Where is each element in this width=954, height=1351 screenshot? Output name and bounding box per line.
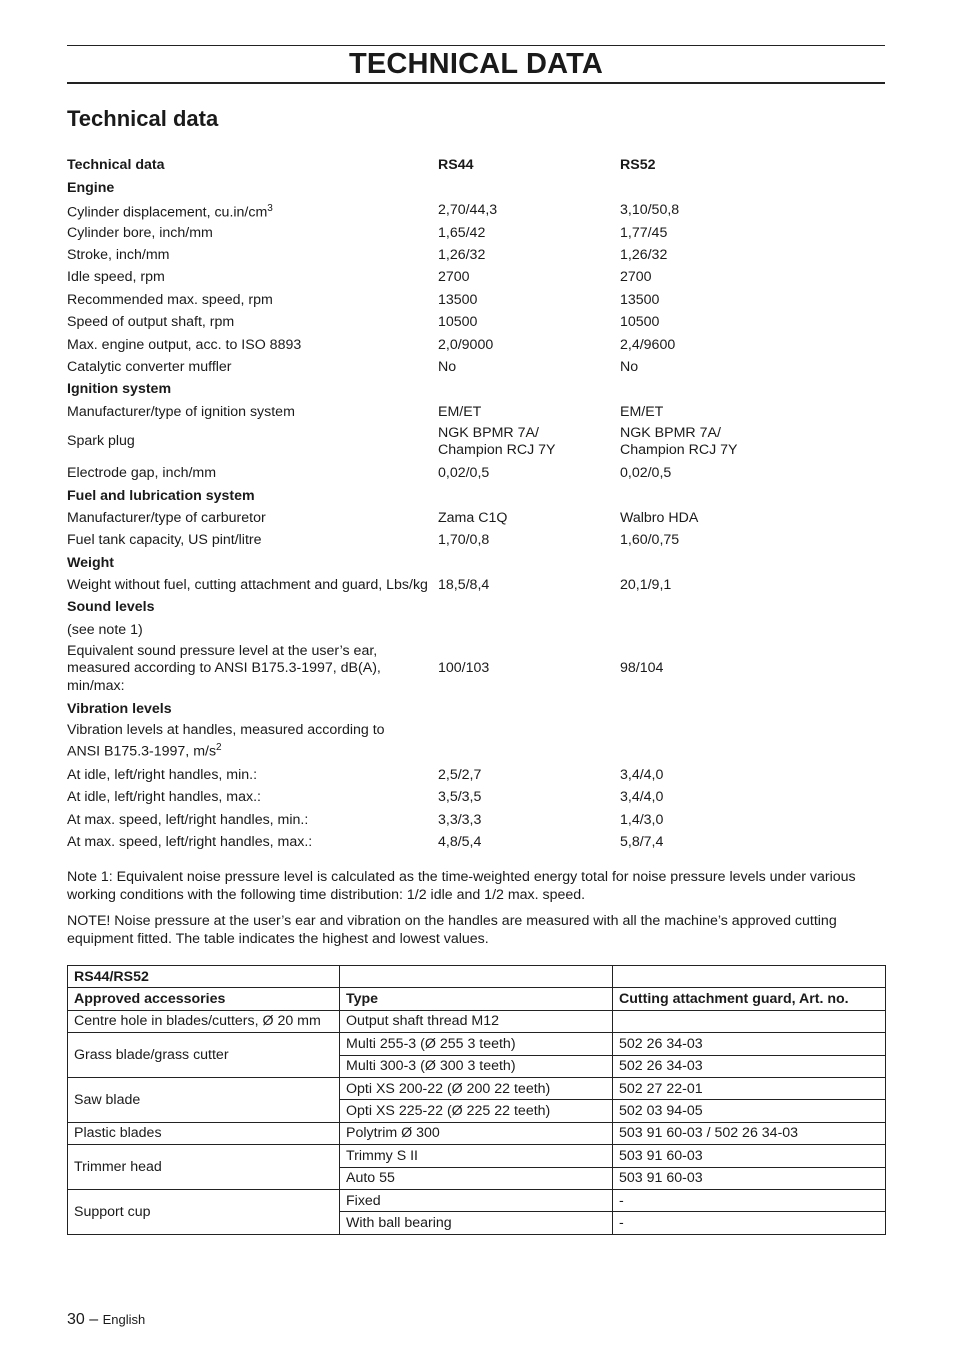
- spec-header-label: Technical data: [67, 157, 165, 174]
- spec-value-text: EM/ET: [620, 403, 664, 420]
- spec-label: [67, 789, 438, 807]
- spec-label: [67, 834, 438, 852]
- spec-value-rs44: [438, 812, 620, 830]
- spec-section-heading: [67, 485, 885, 507]
- spec-value-rs52: [620, 337, 885, 355]
- spec-label: [67, 225, 438, 243]
- spec-value-rs44: [438, 359, 620, 377]
- accessory-name: Grass blade/grass cutter: [68, 1033, 340, 1078]
- spec-label-text: At idle, left/right handles, min.:: [67, 766, 258, 783]
- spec-value-text: 3,10/50,8: [620, 202, 680, 219]
- spec-row: [67, 721, 885, 765]
- spec-value-text: Zama C1Q: [438, 509, 508, 526]
- spec-label-text: Fuel and lubrication system: [67, 487, 255, 504]
- accessories-header-guard: Cutting attachment guard, Art. no.: [613, 988, 886, 1010]
- accessory-type: Fixed: [340, 1189, 613, 1211]
- accessory-type: Trimmy S II: [340, 1145, 613, 1167]
- spec-value-rs44: [438, 202, 620, 220]
- spec-value-rs44: [438, 577, 620, 595]
- spec-label: [67, 269, 438, 287]
- accessory-guard: 502 03 94-05: [613, 1100, 886, 1122]
- spec-value-text: 1,65/42: [438, 224, 486, 241]
- spec-value-rs44: [438, 225, 620, 243]
- spec-label-superscript: 2: [216, 742, 222, 754]
- spec-label-text: Weight without fuel, cutting attachment and guard, Lbs/kg: [67, 577, 428, 594]
- spec-row: [67, 764, 885, 786]
- spec-label-text: min/max:: [67, 677, 125, 694]
- spec-row: [67, 463, 885, 485]
- spec-value-text: No: [438, 358, 457, 375]
- spec-value-text: Champion RCJ 7Y: [620, 442, 738, 459]
- spec-value-rs52: [620, 404, 885, 422]
- spec-label: [67, 812, 438, 830]
- page-header: [67, 45, 885, 84]
- spec-value-rs52: [620, 834, 885, 852]
- accessories-table: [67, 965, 886, 1235]
- spec-section-heading: [67, 379, 885, 401]
- accessory-row: [68, 1145, 886, 1167]
- accessory-row: [68, 1189, 886, 1211]
- spec-value-text: 2700: [620, 269, 652, 286]
- spec-label-text: At idle, left/right handles, max.:: [67, 789, 261, 806]
- spec-value-rs44: [438, 404, 620, 422]
- spec-value-rs52: [620, 202, 885, 220]
- spec-value-text: 10500: [620, 314, 660, 331]
- spec-value-rs52: [620, 789, 885, 807]
- spec-value-rs52: [620, 577, 885, 595]
- spec-label: [67, 622, 438, 640]
- spec-row: [67, 787, 885, 809]
- spec-label: [67, 488, 438, 506]
- spec-label: [67, 701, 438, 719]
- accessories-header-accessory: Approved accessories: [68, 988, 340, 1010]
- spec-row: [67, 222, 885, 244]
- spec-label-text: Cylinder displacement, cu.in/cm: [67, 204, 268, 221]
- spec-table: [67, 155, 885, 854]
- spec-value-text: 1,26/32: [438, 247, 486, 263]
- spec-value-text: 2,4/9600: [620, 336, 676, 353]
- accessory-name: Plastic blades: [68, 1122, 340, 1144]
- spec-row: [67, 619, 885, 641]
- page-header-title: TECHNICAL DATA: [348, 48, 604, 80]
- spec-value-text: 2,70/44,3: [438, 202, 498, 219]
- spec-label-text: Engine: [67, 179, 115, 196]
- spec-value-text: 1,60/0,75: [620, 532, 680, 549]
- accessory-type: Polytrim Ø 300: [340, 1122, 613, 1144]
- spec-label-text: Weight: [67, 554, 115, 571]
- spec-header-row: [67, 155, 885, 177]
- spec-value-text: 3,3/3,3: [438, 811, 482, 828]
- accessory-name: Saw blade: [68, 1077, 340, 1122]
- spec-value-rs44: [438, 465, 620, 483]
- page-language: English: [102, 1312, 146, 1327]
- spec-value-text: 98/104: [620, 660, 664, 677]
- spec-value-text: Walbro HDA: [620, 509, 699, 526]
- spec-label-text: Stroke, inch/mm: [67, 247, 170, 263]
- spec-value-text: 13500: [438, 291, 478, 308]
- spec-value-rs52: [620, 292, 885, 310]
- spec-value-rs44: [438, 767, 620, 785]
- spec-label-text: Recommended max. speed, rpm: [67, 291, 273, 308]
- page-number: 30 –: [67, 1311, 99, 1328]
- spec-row: [67, 401, 885, 423]
- accessories-model: RS44/RS52: [68, 966, 340, 988]
- accessories-header-row: [68, 988, 886, 1010]
- spec-label: [67, 532, 438, 550]
- spec-value-text: 0,02/0,5: [620, 465, 672, 482]
- accessory-row: [68, 1122, 886, 1144]
- spec-row: [67, 357, 885, 379]
- spec-value-text: 5,8/7,4: [620, 834, 664, 851]
- spec-value-text: No: [620, 358, 639, 375]
- spec-header-rs44: RS44: [438, 157, 474, 174]
- accessory-type: Output shaft thread M12: [340, 1010, 613, 1032]
- spec-row: [67, 507, 885, 529]
- spec-label: [67, 381, 438, 399]
- spec-value-rs52: [620, 425, 885, 460]
- spec-value-rs44: [438, 660, 620, 678]
- spec-row: [67, 809, 885, 831]
- spec-label: [67, 510, 438, 528]
- spec-value-rs44: [438, 834, 620, 852]
- spec-header-rs52: RS52: [620, 157, 656, 174]
- spec-row: [67, 312, 885, 334]
- accessory-guard: 502 27 22-01: [613, 1077, 886, 1099]
- spec-label: [67, 404, 438, 422]
- spec-label: [67, 433, 438, 451]
- spec-value-text: 1,70/0,8: [438, 532, 490, 549]
- spec-label-text: Equivalent sound pressure level at the user’s ear,: [67, 642, 378, 659]
- accessories-model-empty-2: [613, 966, 886, 988]
- spec-label: [67, 337, 438, 355]
- spec-section-heading: [67, 552, 885, 574]
- spec-value-rs52: [620, 359, 885, 377]
- spec-label-text: Fuel tank capacity, US pint/litre: [67, 532, 262, 549]
- spec-label: [67, 247, 438, 265]
- accessories-header-type: Type: [340, 988, 613, 1010]
- spec-row: [67, 200, 885, 222]
- spec-value-rs52: [620, 510, 885, 528]
- accessory-name: Support cup: [68, 1189, 340, 1234]
- spec-label: [67, 643, 438, 696]
- spec-label-text: Idle speed, rpm: [67, 269, 165, 286]
- spec-label: [67, 180, 438, 198]
- spec-value-rs52: [620, 247, 885, 265]
- accessory-row: [68, 1077, 886, 1099]
- spec-label: [67, 599, 438, 617]
- note-2: NOTE! Noise pressure at the user’s ear and vibration on the handles are measured with all the machine’s approved cutting equipment fitted. The table indicates the highest and lowest values.: [67, 913, 837, 947]
- spec-label: [67, 465, 438, 483]
- spec-value-text: 0,02/0,5: [438, 465, 490, 482]
- accessory-guard: 503 91 60-03: [613, 1145, 886, 1167]
- spec-label-text: Sound levels: [67, 599, 155, 616]
- spec-label-text: Spark plug: [67, 433, 135, 450]
- spec-label: [67, 577, 438, 595]
- spec-value-text: 2700: [438, 269, 470, 286]
- spec-label-text: At max. speed, left/right handles, max.:: [67, 834, 313, 851]
- spec-value-rs52: [620, 660, 885, 678]
- spec-value-rs52: [620, 532, 885, 550]
- spec-label-text: Max. engine output, acc. to ISO 8893: [67, 336, 302, 353]
- spec-value-text: 1,77/45: [620, 224, 668, 241]
- spec-label: [67, 767, 438, 785]
- spec-value-rs44: [438, 269, 620, 287]
- accessory-type: Opti XS 200-22 (Ø 200 22 teeth): [340, 1077, 613, 1099]
- spec-label-text: measured according to ANSI B175.3-1997, dB(A),: [67, 660, 381, 677]
- accessory-guard: 502 26 34-03: [613, 1055, 886, 1077]
- spec-label-text: Vibration levels at handles, measured according to: [67, 721, 385, 738]
- spec-value-rs44: [438, 510, 620, 528]
- spec-label: [67, 292, 438, 310]
- spec-row: [67, 832, 885, 854]
- spec-label: [67, 314, 438, 332]
- spec-label-text: Vibration levels: [67, 700, 172, 717]
- accessory-row: [68, 1010, 886, 1032]
- accessory-row: [68, 1033, 886, 1055]
- spec-label-text: At max. speed, left/right handles, min.:: [67, 811, 309, 828]
- accessory-type: Multi 255-3 (Ø 255 3 teeth): [340, 1033, 613, 1055]
- spec-value-text: 100/103: [438, 660, 490, 677]
- spec-value-text: 2,0/9000: [438, 336, 494, 353]
- spec-row: [67, 245, 885, 267]
- spec-value-text: NGK BPMR 7A/: [438, 424, 539, 441]
- accessory-guard: 502 26 34-03: [613, 1033, 886, 1055]
- spec-label-superscript: 3: [267, 202, 273, 214]
- spec-value-text: 10500: [438, 314, 478, 331]
- spec-label-text: Electrode gap, inch/mm: [67, 465, 217, 482]
- spec-row: [67, 334, 885, 356]
- spec-label: [67, 359, 438, 377]
- spec-label: [67, 722, 438, 762]
- spec-value-text: 1,26/32: [620, 247, 668, 263]
- spec-row: [67, 289, 885, 311]
- accessory-guard: -: [613, 1189, 886, 1211]
- spec-value-rs44: [438, 247, 620, 265]
- accessory-guard: [613, 1010, 886, 1032]
- spec-row: [67, 530, 885, 552]
- spec-row: [67, 267, 885, 289]
- spec-value-rs52: [620, 314, 885, 332]
- spec-value-rs52: [620, 767, 885, 785]
- spec-value-text: 3,4/4,0: [620, 789, 664, 806]
- page-footer: [67, 1311, 145, 1329]
- spec-value-text: 2,5/2,7: [438, 766, 482, 783]
- spec-value-text: 20,1/9,1: [620, 577, 672, 594]
- accessories-model-empty-1: [340, 966, 613, 988]
- spec-label-text: Ignition system: [67, 381, 172, 398]
- accessory-guard: -: [613, 1212, 886, 1234]
- spec-value-text: 3,4/4,0: [620, 766, 664, 783]
- spec-label-text: Manufacturer/type of carburetor: [67, 509, 266, 526]
- spec-value-text: 4,8/5,4: [438, 834, 482, 851]
- spec-label-text: Manufacturer/type of ignition system: [67, 403, 295, 420]
- spec-row: [67, 642, 885, 699]
- notes: [67, 869, 885, 957]
- spec-value-text: 13500: [620, 291, 660, 308]
- spec-label-text: Catalytic converter muffler: [67, 358, 232, 375]
- spec-value-rs44: [438, 292, 620, 310]
- spec-value-text: 3,5/3,5: [438, 789, 482, 806]
- spec-value-rs44: [438, 789, 620, 807]
- spec-label: [67, 555, 438, 573]
- spec-section-heading: [67, 597, 885, 619]
- note-1: Note 1: Equivalent noise pressure level is calculated as the time-weighted energy total for noise pressure levels under various working conditions with the following time distribution: 1/2 idle and 1/2 max. speed.: [67, 869, 856, 903]
- spec-value-text: EM/ET: [438, 403, 482, 420]
- spec-value-rs52: [620, 269, 885, 287]
- spec-value-text: 18,5/8,4: [438, 577, 490, 594]
- accessory-type: Multi 300-3 (Ø 300 3 teeth): [340, 1055, 613, 1077]
- spec-section-heading: [67, 698, 885, 720]
- spec-label-text: (see note 1): [67, 621, 143, 638]
- spec-value-text: 1,4/3,0: [620, 811, 664, 828]
- spec-value-rs52: [620, 812, 885, 830]
- spec-section-heading: [67, 177, 885, 199]
- accessory-type: Opti XS 225-22 (Ø 225 22 teeth): [340, 1100, 613, 1122]
- spec-label-text: ANSI B175.3-1997, m/s: [67, 743, 217, 760]
- accessory-type: With ball bearing: [340, 1212, 613, 1234]
- accessory-name: Centre hole in blades/cutters, Ø 20 mm: [68, 1010, 340, 1032]
- accessories-model-row: [68, 966, 886, 988]
- spec-value-text: NGK BPMR 7A/: [620, 424, 721, 441]
- accessory-type: Auto 55: [340, 1167, 613, 1189]
- spec-value-rs44: [438, 425, 620, 460]
- accessory-name: Trimmer head: [68, 1145, 340, 1190]
- spec-value-rs44: [438, 337, 620, 355]
- spec-value-rs44: [438, 532, 620, 550]
- section-title: Technical data: [67, 106, 219, 131]
- spec-row: [67, 424, 885, 463]
- spec-value-rs44: [438, 314, 620, 332]
- spec-value-rs52: [620, 225, 885, 243]
- spec-row: [67, 575, 885, 597]
- accessory-guard: 503 91 60-03: [613, 1167, 886, 1189]
- spec-label-text: Cylinder bore, inch/mm: [67, 224, 213, 241]
- spec-label: [67, 200, 438, 222]
- spec-label-text: Speed of output shaft, rpm: [67, 314, 235, 331]
- spec-value-rs52: [620, 465, 885, 483]
- spec-value-text: Champion RCJ 7Y: [438, 442, 556, 459]
- accessory-guard: 503 91 60-03 / 502 26 34-03: [613, 1122, 886, 1144]
